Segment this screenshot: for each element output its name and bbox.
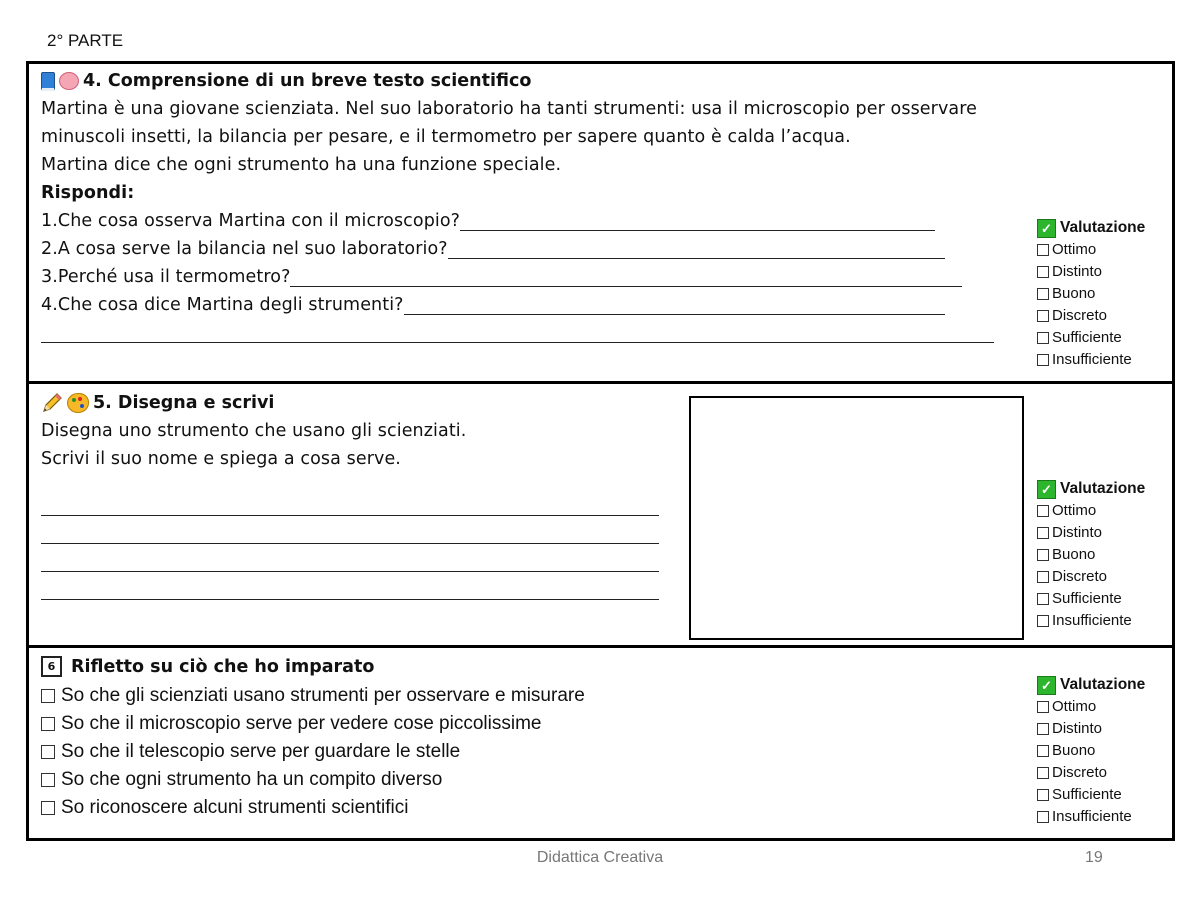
instruction-line: Scrivi il suo nome e spiega a cosa serve. [41,449,401,469]
checkbox[interactable] [41,689,55,703]
answer-blank[interactable] [448,239,945,259]
palette-icon [67,393,89,413]
checkbox[interactable] [1037,288,1049,300]
checkmark-icon: ✓ [1037,219,1056,238]
checkbox[interactable] [41,773,55,787]
section-draw-and-write [29,384,1172,648]
eval-option-label: Insufficiente [1052,351,1132,368]
evaluation-panel [1037,217,1145,371]
paragraph-line: Martina è una giovane scienziata. Nel suo laboratorio ha tanti strumenti: usa il microscopio per osservare [41,99,978,119]
reflection-item[interactable] [41,794,585,822]
drawing-area[interactable] [689,396,1024,640]
checkbox[interactable] [1037,615,1049,627]
eval-option-label: Distinto [1052,263,1103,280]
page-number: 19 [1085,849,1103,866]
eval-option-ottimo[interactable] [1037,500,1145,522]
checkbox[interactable] [1037,527,1049,539]
part-label: 2° PARTE [47,31,124,50]
section-reading-comprehension [29,64,1172,384]
eval-option-label: Buono [1052,285,1096,302]
eval-option-insufficiente[interactable] [1037,806,1145,828]
paragraph-line: Martina dice che ogni strumento ha una funzione speciale. [41,155,562,175]
eval-option-distinto[interactable] [1037,718,1145,740]
reflection-list [41,682,585,822]
checkbox[interactable] [41,717,55,731]
footer-brand: Didattica Creativa [536,849,664,866]
reflection-item-text: So che gli scienziati usano strumenti per osservare e misurare [61,685,585,706]
reflection-item[interactable] [41,766,585,794]
checkmark-icon: ✓ [1037,676,1056,695]
checkbox[interactable] [1037,549,1049,561]
question-text: 4.Che cosa dice Martina degli strumenti? [41,295,404,315]
evaluation-heading-text: Valutazione [1060,676,1146,693]
brain-icon [59,72,79,90]
evaluation-panel [1037,478,1145,632]
eval-option-sufficiente[interactable] [1037,784,1145,806]
checkbox[interactable] [1037,310,1049,322]
checkbox[interactable] [41,745,55,759]
question-row [41,211,935,231]
checkbox[interactable] [1037,244,1049,256]
answer-line[interactable] [41,524,659,549]
checkbox[interactable] [1037,593,1049,605]
eval-option-label: Discreto [1052,568,1108,585]
eval-option-label: Sufficiente [1052,329,1122,346]
reflection-item-text: So riconoscere alcuni strumenti scientifici [61,797,409,818]
eval-option-label: Discreto [1052,764,1108,781]
eval-option-label: Insufficiente [1052,808,1132,825]
eval-option-insufficiente[interactable] [1037,610,1145,632]
evaluation-heading-text: Valutazione [1060,480,1146,497]
section-5-title [41,392,274,414]
question-row [41,267,962,287]
checkbox[interactable] [41,801,55,815]
checkbox[interactable] [1037,701,1049,713]
eval-option-label: Ottimo [1052,241,1097,258]
reflection-item-text: So che il telescopio serve per guardare le stelle [61,741,461,762]
answer-blank[interactable] [404,295,945,315]
eval-option-label: Discreto [1052,307,1108,324]
evaluation-heading [1037,674,1145,696]
reflection-item[interactable] [41,710,585,738]
question-text: 3.Perché usa il termometro? [41,267,291,287]
question-row [41,295,945,315]
question-row [41,323,994,343]
checkbox[interactable] [1037,723,1049,735]
eval-option-distinto[interactable] [1037,261,1145,283]
eval-option-label: Buono [1052,546,1096,563]
checkmark-icon: ✓ [1037,480,1056,499]
eval-option-distinto[interactable] [1037,522,1145,544]
checkbox[interactable] [1037,571,1049,583]
checkbox[interactable] [1037,505,1049,517]
eval-option-label: Distinto [1052,524,1103,541]
eval-option-ottimo[interactable] [1037,696,1145,718]
answer-line[interactable] [41,496,659,521]
eval-option-sufficiente[interactable] [1037,588,1145,610]
question-text: 2.A cosa serve la bilancia nel suo laboratorio? [41,239,448,259]
answer-line[interactable] [41,580,659,605]
checkbox[interactable] [1037,354,1049,366]
reflection-item[interactable] [41,682,585,710]
eval-option-discreto[interactable] [1037,566,1145,588]
eval-option-ottimo[interactable] [1037,239,1145,261]
eval-option-discreto[interactable] [1037,305,1145,327]
evaluation-panel [1037,674,1145,828]
answer-blank[interactable] [41,323,994,343]
eval-option-label: Sufficiente [1052,590,1122,607]
reflection-item-text: So che il microscopio serve per vedere cose piccolissime [61,713,542,734]
answer-blank[interactable] [460,211,935,231]
answer-line[interactable] [41,552,659,577]
answer-blank[interactable] [290,267,962,287]
eval-option-label: Buono [1052,742,1096,759]
checkbox[interactable] [1037,266,1049,278]
evaluation-heading-text: Valutazione [1060,219,1146,236]
section-6-title [41,656,374,677]
checkbox[interactable] [1037,767,1049,779]
eval-option-label: Ottimo [1052,698,1097,715]
worksheet-frame [26,61,1175,841]
checkbox[interactable] [1037,745,1049,757]
eval-option-buono[interactable] [1037,544,1145,566]
section-4-title-text: 4. Comprensione di un breve testo scientifico [83,71,532,91]
section-4-title [41,71,531,91]
pencil-icon [41,392,63,414]
paragraph-line: minuscoli insetti, la bilancia per pesare, e il termometro per sapere quanto è calda l’acqua. [41,127,851,147]
eval-option-buono[interactable] [1037,740,1145,762]
eval-option-label: Insufficiente [1052,612,1132,629]
book-icon [41,72,55,91]
eval-option-discreto[interactable] [1037,762,1145,784]
instruction-line: Disegna uno strumento che usano gli scienziati. [41,421,467,441]
section-5-title-text: 5. Disegna e scrivi [93,393,275,413]
eval-option-sufficiente[interactable] [1037,327,1145,349]
checkbox[interactable] [1037,789,1049,801]
number-6-icon: 6 [41,656,62,677]
eval-option-label: Sufficiente [1052,786,1122,803]
checkbox[interactable] [1037,332,1049,344]
section-reflection [29,648,1172,838]
respond-prompt: Rispondi: [41,183,135,203]
reflection-item-text: So che ogni strumento ha un compito diverso [61,769,443,790]
question-row [41,239,945,259]
eval-option-label: Ottimo [1052,502,1097,519]
evaluation-heading [1037,478,1145,500]
question-text: 1.Che cosa osserva Martina con il microscopio? [41,211,461,231]
eval-option-label: Distinto [1052,720,1103,737]
eval-option-insufficiente[interactable] [1037,349,1145,371]
evaluation-heading [1037,217,1145,239]
section-6-title-text: Rifletto su ciò che ho imparato [71,656,375,677]
checkbox[interactable] [1037,811,1049,823]
eval-option-buono[interactable] [1037,283,1145,305]
reflection-item[interactable] [41,738,585,766]
